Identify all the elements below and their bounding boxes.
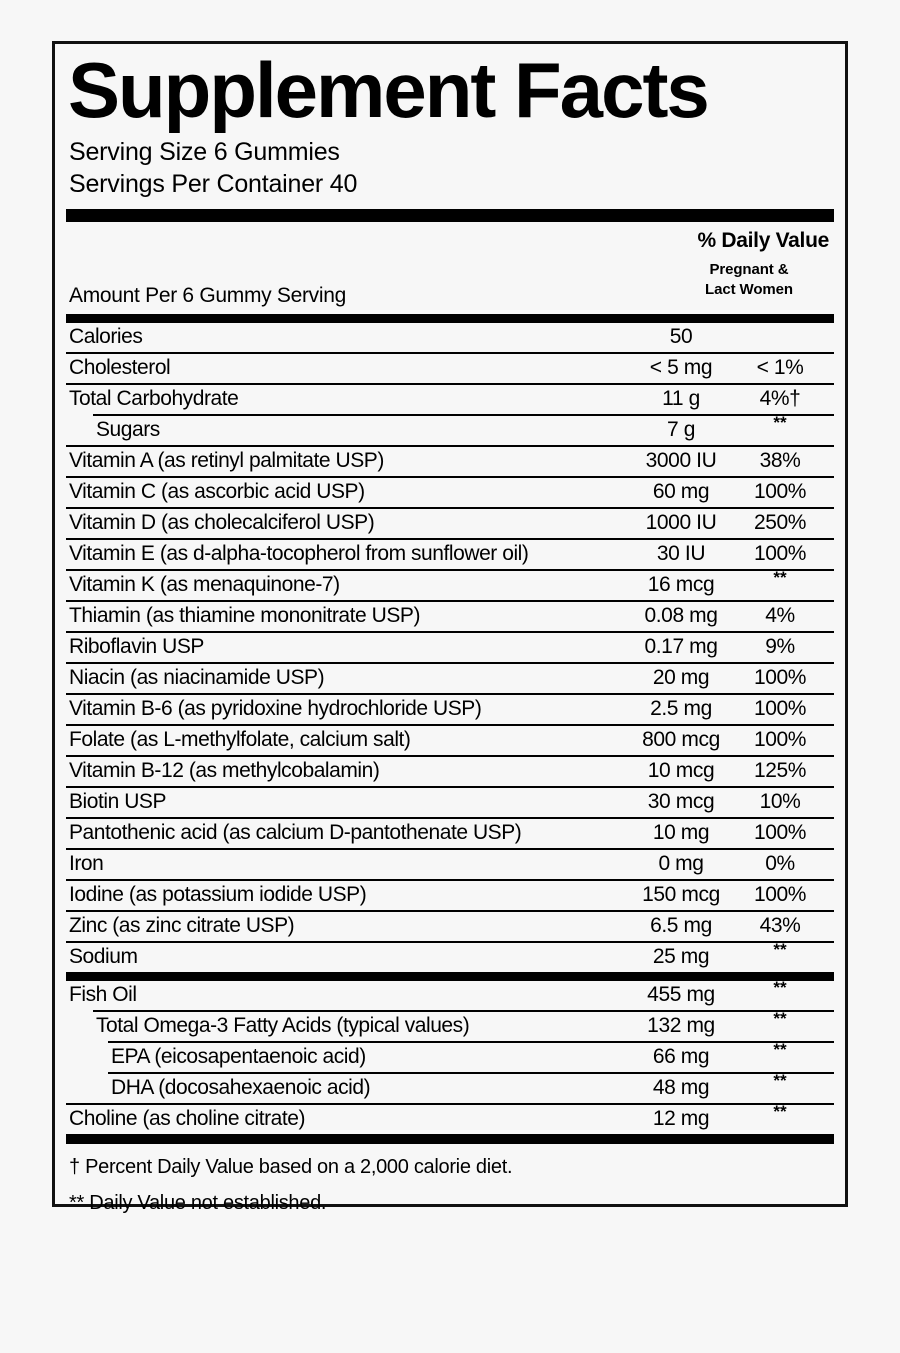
nutrient-name: Iodine (as potassium iodide USP) <box>69 883 367 907</box>
nutrient-name: Sugars <box>96 418 160 442</box>
nutrient-row <box>66 1071 834 1103</box>
nutrient-amount: 2.5 mg <box>650 697 712 721</box>
daily-value-title: % Daily Value <box>697 229 829 253</box>
nutrient-amount: 6.5 mg <box>650 914 712 938</box>
nutrient-daily-value: ** <box>773 1009 787 1029</box>
servings-per-container: Servings Per Container 40 <box>69 169 358 198</box>
nutrient-row <box>66 695 834 724</box>
nutrient-name: Total Carbohydrate <box>69 387 239 411</box>
nutrient-row <box>66 726 834 755</box>
nutrient-name: Vitamin A (as retinyl palmitate USP) <box>69 449 384 473</box>
nutrient-amount: 50 <box>669 325 693 349</box>
nutrient-row <box>66 1009 834 1041</box>
nutrient-name: Sodium <box>69 945 138 969</box>
nutrient-row <box>66 788 834 817</box>
nutrient-amount: 1000 IU <box>645 511 717 535</box>
nutrient-row <box>66 447 834 476</box>
nutrient-name: Total Omega-3 Fatty Acids (typical values) <box>96 1014 470 1038</box>
nutrient-name: Biotin USP <box>69 790 167 814</box>
nutrient-daily-value: ** <box>773 978 787 998</box>
nutrient-daily-value: ** <box>773 1102 787 1122</box>
nutrient-row <box>66 1040 834 1072</box>
nutrient-daily-value: 0% <box>765 852 795 876</box>
nutrient-daily-value: 9% <box>765 635 795 659</box>
footnote: ** Daily Value not established. <box>69 1192 327 1215</box>
nutrient-row <box>66 940 834 972</box>
nutrient-daily-value: 38% <box>759 449 801 473</box>
nutrient-row <box>66 354 834 383</box>
nutrient-row <box>66 385 834 414</box>
nutrient-amount: 66 mg <box>652 1045 710 1069</box>
nutrient-daily-value: ** <box>773 940 787 960</box>
nutrient-amount: 7 g <box>667 418 695 442</box>
nutrient-name: Vitamin K (as menaquinone-7) <box>69 573 340 597</box>
supplement-facts-panel <box>52 41 848 1215</box>
nutrient-daily-value: ** <box>773 413 787 433</box>
nutrient-table <box>66 323 834 972</box>
daily-value-subheader <box>669 260 829 301</box>
nutrient-name: Vitamin B-12 (as methylcobalamin) <box>69 759 380 783</box>
nutrient-amount: 3000 IU <box>645 449 717 473</box>
nutrient-name: Vitamin B-6 (as pyridoxine hydrochloride USP) <box>69 697 482 721</box>
nutrient-row <box>66 912 834 941</box>
nutrient-amount: 30 mcg <box>647 790 715 814</box>
section-divider-bar <box>66 972 834 981</box>
nutrient-daily-value: 100% <box>753 480 807 504</box>
nutrient-row <box>66 602 834 631</box>
nutrient-amount: 0.17 mg <box>644 635 718 659</box>
nutrient-daily-value: 100% <box>753 542 807 566</box>
footnotes <box>66 1152 834 1219</box>
nutrient-name: Pantothenic acid (as calcium D-pantothenate USP) <box>69 821 522 845</box>
nutrient-name: Vitamin C (as ascorbic acid USP) <box>69 480 365 504</box>
amount-per-serving-label: Amount Per 6 Gummy Serving <box>69 284 346 308</box>
nutrient-daily-value: 100% <box>753 666 807 690</box>
daily-value-sub-line-2: Lact Women <box>705 281 793 299</box>
nutrient-amount: 25 mg <box>652 945 710 969</box>
nutrient-amount: 16 mcg <box>647 573 715 597</box>
nutrient-name: Vitamin E (as d-alpha-tocopherol from sunflower oil) <box>69 542 529 566</box>
nutrient-name: Cholesterol <box>69 356 171 380</box>
nutrient-name: Folate (as L-methylfolate, calcium salt) <box>69 728 411 752</box>
nutrient-row <box>66 850 834 879</box>
nutrient-daily-value: 4%† <box>759 387 801 411</box>
nutrient-name: Fish Oil <box>69 983 137 1007</box>
nutrient-row <box>66 881 834 910</box>
nutrient-daily-value: 100% <box>753 728 807 752</box>
nutrient-daily-value: ** <box>773 1040 787 1060</box>
nutrient-amount: 800 mcg <box>642 728 720 752</box>
nutrient-row <box>66 323 834 352</box>
nutrient-amount: < 5 mg <box>649 356 713 380</box>
nutrient-amount: 132 mg <box>647 1014 715 1038</box>
other-ingredients-table <box>66 978 834 1134</box>
nutrient-name: Thiamin (as thiamine mononitrate USP) <box>69 604 420 628</box>
nutrient-daily-value: 4% <box>765 604 795 628</box>
nutrient-name: EPA (eicosapentaenoic acid) <box>111 1045 366 1069</box>
serving-info <box>66 137 834 200</box>
nutrient-name: Riboflavin USP <box>69 635 204 659</box>
nutrient-daily-value: 100% <box>753 697 807 721</box>
nutrient-amount: 10 mg <box>652 821 710 845</box>
nutrient-amount: 150 mcg <box>642 883 720 907</box>
header-divider-bar <box>66 209 834 222</box>
daily-value-sub-line-1: Pregnant & <box>709 261 789 279</box>
nutrient-name: Zinc (as zinc citrate USP) <box>69 914 295 938</box>
nutrient-daily-value: ** <box>773 568 787 588</box>
nutrient-amount: 12 mg <box>652 1107 710 1131</box>
nutrient-amount: 48 mg <box>652 1076 710 1100</box>
nutrient-name: Niacin (as niacinamide USP) <box>69 666 325 690</box>
nutrient-amount: 60 mg <box>652 480 710 504</box>
nutrient-row <box>66 509 834 538</box>
nutrient-name: Choline (as choline citrate) <box>69 1107 306 1131</box>
nutrient-daily-value: 10% <box>759 790 801 814</box>
nutrient-daily-value: < 1% <box>756 356 804 380</box>
nutrient-daily-value: 125% <box>753 759 807 783</box>
nutrient-daily-value: 100% <box>753 883 807 907</box>
daily-value-header <box>66 222 834 314</box>
nutrient-row <box>66 1102 834 1134</box>
page-title: Supplement Facts <box>68 46 708 134</box>
nutrient-daily-value: ** <box>773 1071 787 1091</box>
nutrient-amount: 10 mcg <box>647 759 715 783</box>
nutrient-row <box>66 978 834 1010</box>
nutrient-name: Calories <box>69 325 143 349</box>
nutrient-row <box>66 540 834 569</box>
nutrient-row <box>66 478 834 507</box>
table-top-bar <box>66 314 834 323</box>
nutrient-daily-value: 100% <box>753 821 807 845</box>
nutrient-amount: 0.08 mg <box>644 604 718 628</box>
serving-size: Serving Size 6 Gummies <box>69 138 340 167</box>
nutrient-row <box>66 568 834 600</box>
nutrient-name: Vitamin D (as cholecalciferol USP) <box>69 511 375 535</box>
nutrient-daily-value: 250% <box>753 511 807 535</box>
footnote: † Percent Daily Value based on a 2,000 calorie diet. <box>69 1156 513 1179</box>
nutrient-name: Iron <box>69 852 104 876</box>
nutrient-row <box>66 413 834 445</box>
nutrient-amount: 11 g <box>662 387 700 411</box>
nutrient-amount: 0 mg <box>658 852 704 876</box>
nutrient-amount: 30 IU <box>656 542 706 566</box>
nutrient-row <box>66 819 834 848</box>
nutrient-daily-value: 43% <box>759 914 801 938</box>
nutrient-amount: 20 mg <box>652 666 710 690</box>
table-bottom-bar <box>66 1134 834 1144</box>
nutrient-row <box>66 757 834 786</box>
nutrient-row <box>66 633 834 662</box>
nutrient-row <box>66 664 834 693</box>
nutrient-amount: 455 mg <box>647 983 715 1007</box>
nutrient-name: DHA (docosahexaenoic acid) <box>111 1076 371 1100</box>
